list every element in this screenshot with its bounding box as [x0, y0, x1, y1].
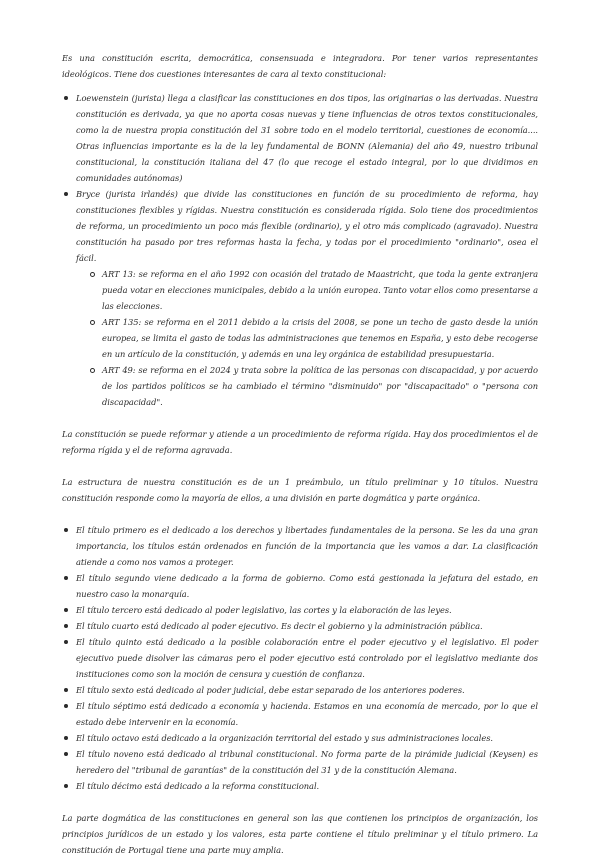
reform-note-paragraph: La constitución se puede reformar y atiende a un procedimiento de reforma rígida. Hay dos procedimientos el de reforma rígida y el de reforma agravada.: [62, 429, 538, 455]
list-item: El título noveno está dedicado al tribunal constitucional. No forma parte de la pirámide judicial (Keysen) es heredero del "tribunal de garantías" de la constitución del 31 y de la constitución Alemana.: [62, 746, 538, 778]
list-item: El título sexto está dedicado al poder judicial, debe estar separado de los anteriores poderes.: [62, 682, 538, 698]
bryce-text: Bryce (jurista irlandés) que divide las constituciones en función de su procedimiento de reforma, hay constituciones flexibles y rígidas. Nuestra constitución es considerada rígida. Solo tiene dos procedimientos de reforma, un procedimiento un poco más flexible (ordinario), y el otro más complicado (agravado). Nuestra constitución ha pasado por tres reformas hasta la fecha, y todas por el procedimiento "ordinario", osea el fácil.: [76, 189, 538, 263]
reform-art-49: ART 49: se reforma en el 2024 y trata sobre la política de las personas con discapacidad, y por acuerdo de los partidos políticos se ha cambiado el término "disminuido" por "discapacitado" o "persona con discapacidad".: [76, 362, 538, 410]
list-item: El título séptimo está dedicado a economía y hacienda. Estamos en una economía de mercado, por lo que el estado debe intervenir en la economía.: [62, 698, 538, 730]
structure-paragraph: La estructura de nuestra constitución es de un 1 preámbulo, un título preliminar y 10 títulos. Nuestra constitución responde como la mayoría de ellos, a una división en parte dogmática y parte orgánica.: [62, 477, 538, 503]
list-item: El título segundo viene dedicado a la forma de gobierno. Como está gestionada la jefatura del estado, en nuestro caso la monarquía.: [62, 570, 538, 602]
list-item: El título primero es el dedicado a los derechos y libertades fundamentales de la persona. Se les da una gran importancia, los títulos están ordenados en función de la importancia que les vamos a dar. La clasificación atiende a como nos vamos a proteger.: [62, 522, 538, 570]
intro-paragraph: Es una constitución escrita, democrática, consensuada e integradora. Por tener varios representantes ideológicos. Tiene dos cuestiones interesantes de cara al texto constitucional:: [62, 53, 538, 79]
list-item: El título cuarto está dedicado al poder ejecutivo. Es decir el gobierno y la administración pública.: [62, 618, 538, 634]
reform-art-135: ART 135: se reforma en el 2011 debido a la crisis del 2008, se pone un techo de gasto desde la unión europea, se limita el gasto de todas las administraciones que tenemos en España, y esto debe recogerse en un artículo de la constitución, y además en una ley orgánica de estabilidad presupuestaria.: [76, 314, 538, 362]
list-item: El título décimo está dedicado a la reforma constitucional.: [62, 778, 538, 794]
list-item: El título octavo está dedicado a la organización territorial del estado y sus administraciones locales.: [62, 730, 538, 746]
list-item: El título tercero está dedicado al poder legislativo, las cortes y la elaboración de las leyes.: [62, 602, 538, 618]
closing-paragraph: La parte dogmática de las constituciones en general son las que contienen los principios de organización, los principios jurídicos de un estado y los valores, esta parte contiene el título preliminar y el título primero. La constitución de Portugal tiene una parte muy amplia.: [62, 813, 538, 855]
reform-art-13: ART 13: se reforma en el año 1992 con ocasión del tratado de Maastricht, que toda la gente extranjera pueda votar en elecciones municipales, debido a la unión europea. Tanto votar ellos como presentarse a las elecciones.: [76, 266, 538, 314]
titles-list: [62, 522, 538, 794]
loewenstein-text: Loewenstein (jurista) llega a clasificar las constituciones en dos tipos, las originarias o las derivadas. Nuestra constitución es derivada, ya que no aporta cosas nuevas y tiene influencias de otros textos constitucionales, como la de nuestra propia constitución del 31 sobre todo en el modelo territorial, cuestiones de economía.... Otras influencias importante es la de la ley fundamental de BONN (Alemania) del año 49, nuestro tribunal constitucional, la constitución italiana del 47 (lo que recoge el estado integral, por lo que dividimos en comunidades autónomas): [76, 93, 538, 183]
list-item-loewenstein: [62, 90, 538, 186]
list-item: El título quinto está dedicado a la posible colaboración entre el poder ejecutivo y el legislativo. El poder ejecutivo puede disolver las cámaras pero el poder ejecutivo está controlado por el legislativo mediante dos instituciones como son la moción de censura y cuestión de confianza.: [62, 634, 538, 682]
authors-list: [62, 90, 538, 410]
list-item-bryce: [62, 186, 538, 410]
reforms-list: [76, 266, 538, 410]
